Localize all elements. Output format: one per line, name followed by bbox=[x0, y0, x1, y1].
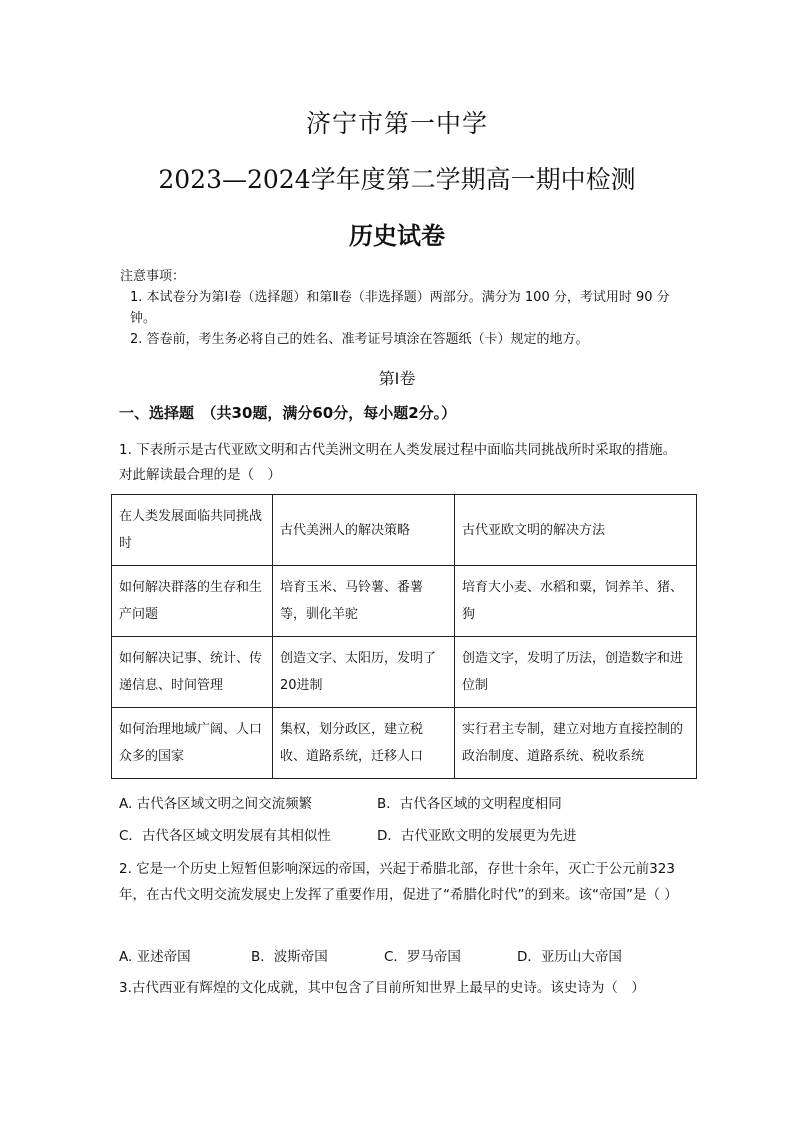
table-header-row bbox=[112, 495, 697, 566]
question-1-table bbox=[111, 494, 697, 779]
question-3-stem: 3.古代西亚有辉煌的文化成就，其中包含了目前所知世界上最早的史诗。该史诗为（ ） bbox=[119, 980, 645, 996]
table-header-cell: 古代亚欧文明的解决方法 bbox=[455, 495, 697, 566]
table-header-cell: 古代美洲人的解决策略 bbox=[273, 495, 455, 566]
table-header-cell: 在人类发展面临共同挑战时 bbox=[112, 495, 273, 566]
table-cell: 如何治理地域广阔、人口众多的国家 bbox=[112, 708, 273, 779]
option-c: C．古代各区域文明发展有其相似性 bbox=[119, 828, 331, 844]
table-cell: 创造文字，发明了历法，创造数字和进位制 bbox=[455, 637, 697, 708]
notes-item: 2. 答卷前，考生务必将自己的姓名、准考证号填涂在答题纸（卡）规定的地方。 bbox=[130, 332, 589, 347]
question-2-stem: 2. 它是一个历史上短暂但影响深远的帝国，兴起于希腊北部，存世十余年，灭亡于公元前323年，在古代文明交流发展史上发挥了重要作用，促进了“希腊化时代”的到来。该“帝国”是（ ） bbox=[119, 861, 678, 903]
table-cell: 实行君主专制，建立对地方直接控制的政治制度、道路系统、税收系统 bbox=[455, 708, 697, 779]
option-a: A. 古代各区域文明之间交流频繁 bbox=[119, 796, 313, 812]
notes-item: 1. 本试卷分为第Ⅰ卷（选择题）和第Ⅱ卷（非选择题）两部分。满分为 100 分，考试用时 90 分钟。 bbox=[130, 290, 670, 326]
table-row bbox=[112, 708, 697, 779]
option-c: C．罗马帝国 bbox=[384, 949, 461, 965]
table-cell: 如何解决群落的生存和生产问题 bbox=[112, 566, 273, 637]
option-d: D．古代亚欧文明的发展更为先进 bbox=[377, 828, 577, 844]
option-b: B．波斯帝国 bbox=[251, 949, 328, 965]
table-cell: 培育大小麦、水稻和粟，饲养羊、猪、狗 bbox=[455, 566, 697, 637]
school-name: 济宁市第一中学 bbox=[305, 109, 488, 138]
notes-title: 注意事项： bbox=[120, 269, 186, 284]
option-a: A. 亚述帝国 bbox=[119, 949, 191, 965]
table-row bbox=[112, 566, 697, 637]
table-cell: 创造文字、太阳历，发明了20进制 bbox=[273, 637, 455, 708]
table-cell: 如何解决记事、统计、传递信息、时间管理 bbox=[112, 637, 273, 708]
option-b: B．古代各区域的文明程度相同 bbox=[377, 796, 562, 812]
exam-term-title: 2023—2024学年度第二学期高一期中检测 bbox=[158, 165, 636, 194]
option-d: D．亚历山大帝国 bbox=[517, 949, 622, 965]
table-cell: 培育玉米、马铃薯、番薯等，驯化羊驼 bbox=[273, 566, 455, 637]
question-1-stem: 1. 下表所示是古代亚欧文明和古代美洲文明在人类发展过程中面临共同挑战所时采取的措施。对此解读最合理的是（ ） bbox=[119, 442, 677, 483]
table-cell: 集权，划分政区，建立税收、道路系统，迁移人口 bbox=[273, 708, 455, 779]
volume-heading: 第Ⅰ卷 bbox=[378, 369, 416, 388]
subject-title: 历史试卷 bbox=[349, 222, 445, 250]
table-row bbox=[112, 637, 697, 708]
exam-notes bbox=[120, 266, 680, 350]
section-heading: 一、选择题 （共30题，满分60分，每小题2分。） bbox=[119, 404, 457, 422]
